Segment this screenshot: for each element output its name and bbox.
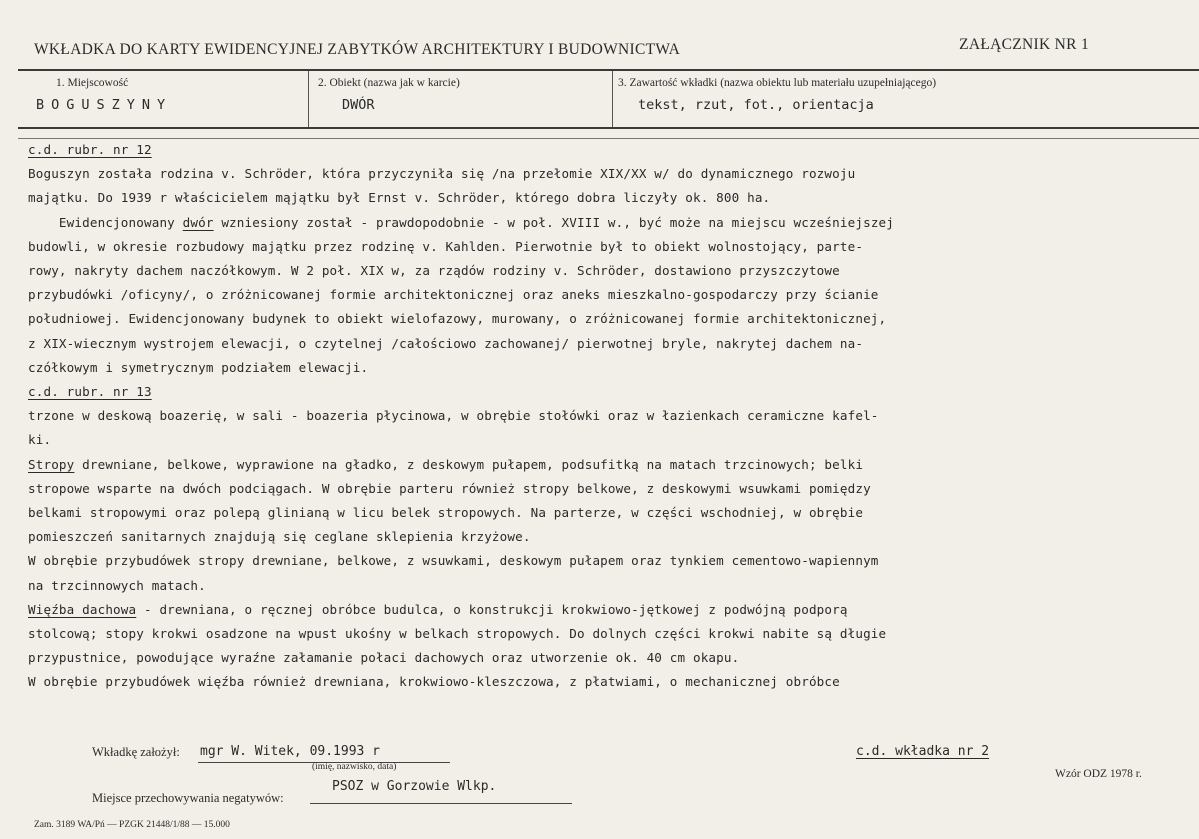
author-caption: (imię, nazwisko, data) bbox=[312, 762, 397, 772]
contents-label: 3. Zawartość wkładki (nazwa obiektu lub materiału uzupełniającego) bbox=[618, 77, 937, 89]
locality-value: BOGUSZYNY bbox=[36, 97, 173, 113]
text-line: belkami stropowymi oraz polepą glinianą w licu belek stropowych. Na parterze, w części wschodniej, w obrębie bbox=[28, 505, 864, 521]
rubric-13-heading: c.d. rubr. nr 13 bbox=[28, 384, 152, 400]
text-line: Więźba dachowa - drewniana, o ręcznej obróbce budulca, o konstrukcji krokwiowo-jętkowej z podwójną podporą bbox=[28, 601, 848, 617]
text-line: południowej. Ewidencjonowany budynek to obiekt wielofazowy, murowany, o zróżnicowanej formie architektonicznej, bbox=[28, 311, 887, 327]
continuation-note: c.d. wkładka nr 2 bbox=[856, 744, 990, 759]
storage-label: Miejsce przechowywania negatywów: bbox=[92, 791, 284, 805]
field-divider bbox=[612, 71, 613, 128]
text-line: W obrębie przybudówek stropy drewniane, belkowe, z wsuwkami, deskowym pułapem oraz tynkiem cementowo-wapiennym bbox=[28, 553, 879, 569]
text-line: Stropy drewniane, belkowe, wyprawione na gładko, z deskowym pułapem, podsufitką na matach trzcinowych; belki bbox=[28, 456, 864, 472]
object-label: 2. Obiekt (nazwa jak w karcie) bbox=[318, 77, 460, 89]
form-title: WKŁADKA DO KARTY EWIDENCYJNEJ ZABYTKÓW ARCHITEKTURY I BUDOWNICTWA bbox=[34, 41, 681, 58]
text-line: pomieszczeń sanitarnych znajdują się ceglane sklepienia krzyżowe. bbox=[28, 529, 531, 545]
text-line: W obrębie przybudówek więźba również drewniana, krokwiowo-kleszczowa, z płatwiami, o mechanicznej obróbce bbox=[28, 674, 840, 690]
author-label: Wkładkę założył: bbox=[92, 745, 180, 759]
locality-label: 1. Miejscowość bbox=[56, 77, 129, 89]
text-line: na trzcinnowych matach. bbox=[28, 577, 206, 593]
rubric-12-heading: c.d. rubr. nr 12 bbox=[28, 142, 152, 157]
underlined-term: Stropy bbox=[28, 456, 75, 472]
text-line: przypustnice, powodujące wyraźne załamanie połaci dachowych oraz utworzenie ok. 40 cm okapu. bbox=[28, 650, 740, 666]
storage-value: PSOZ w Gorzowie Wlkp. bbox=[332, 779, 497, 794]
contents-value: tekst, rzut, fot., orientacja bbox=[638, 97, 874, 113]
storage-underline bbox=[310, 803, 572, 804]
text-line: rowy, nakryty dachem naczółkowym. W 2 poł. XIX w, za rządów rodziny v. Schröder, dostawiono przyszczytowe bbox=[28, 263, 840, 279]
text-line: stolcową; stopy krokwi osadzone na wpust ukośny w belkach stropowych. Do dolnych części krokwi nabite są długie bbox=[28, 626, 887, 642]
object-value: DWÓR bbox=[342, 97, 375, 113]
text-line: przybudówki /oficyny/, o zróżnicowanej formie architektonicznej oraz aneks mieszkalno-gospodarczy przy ścianie bbox=[28, 287, 879, 303]
print-info: Zam. 3189 WA/Pń — PZGK 21448/1/88 — 15.000 bbox=[34, 820, 230, 830]
text-line: budowli, w okresie rozbudowy majątku przez rodzinę v. Kahlden. Pierwotnie był to obiekt wolnostojący, parte- bbox=[28, 238, 864, 254]
field-divider bbox=[308, 71, 309, 128]
text-line: majątku. Do 1939 r właścicielem mąjątku był Ernst v. Schröder, którego dobra liczyły ok. 800 ha. bbox=[28, 190, 771, 206]
text-line: ki. bbox=[28, 432, 52, 448]
fields-rule bbox=[18, 127, 1199, 129]
text-line: czółkowym i symetrycznym podziałem elewacji. bbox=[28, 359, 369, 375]
text-line: Boguszyn została rodzina v. Schröder, która przyczyniła się /na przełomie XIX/XX w/ do dynamicznego rozwoju bbox=[28, 166, 856, 182]
text-line: trzone w deskową boazerię, w sali - boazeria płycinowa, w obrębie stołówki oraz w łazienkach ceramiczne kafel- bbox=[28, 408, 879, 424]
text-line: stropowe wsparte na dwóch podciągach. W obrębie parteru również stropy belkowe, z deskowymi wsuwkami pomiędzy bbox=[28, 480, 871, 496]
header-rule bbox=[18, 69, 1199, 71]
underlined-term: Więźba dachowa bbox=[28, 601, 137, 617]
underlined-term: dwór bbox=[182, 214, 214, 230]
text-line: z XIX-wiecznym wystrojem elewacji, o czytelnej /całościowo zachowanej/ pierwotnej bryle, nakrytej dachem na- bbox=[28, 335, 864, 351]
annex-number: ZAŁĄCZNIK NR 1 bbox=[959, 36, 1089, 53]
text-line: Ewidencjonowany dwór wzniesiony został - prawdopodobnie - w poł. XVIII w., być może na miejscu wcześniejszej bbox=[28, 214, 895, 230]
insert-body-text bbox=[28, 138, 1193, 695]
author-value: mgr W. Witek, 09.1993 r bbox=[200, 744, 381, 759]
form-code: Wzór ODZ 1978 r. bbox=[1055, 768, 1142, 780]
